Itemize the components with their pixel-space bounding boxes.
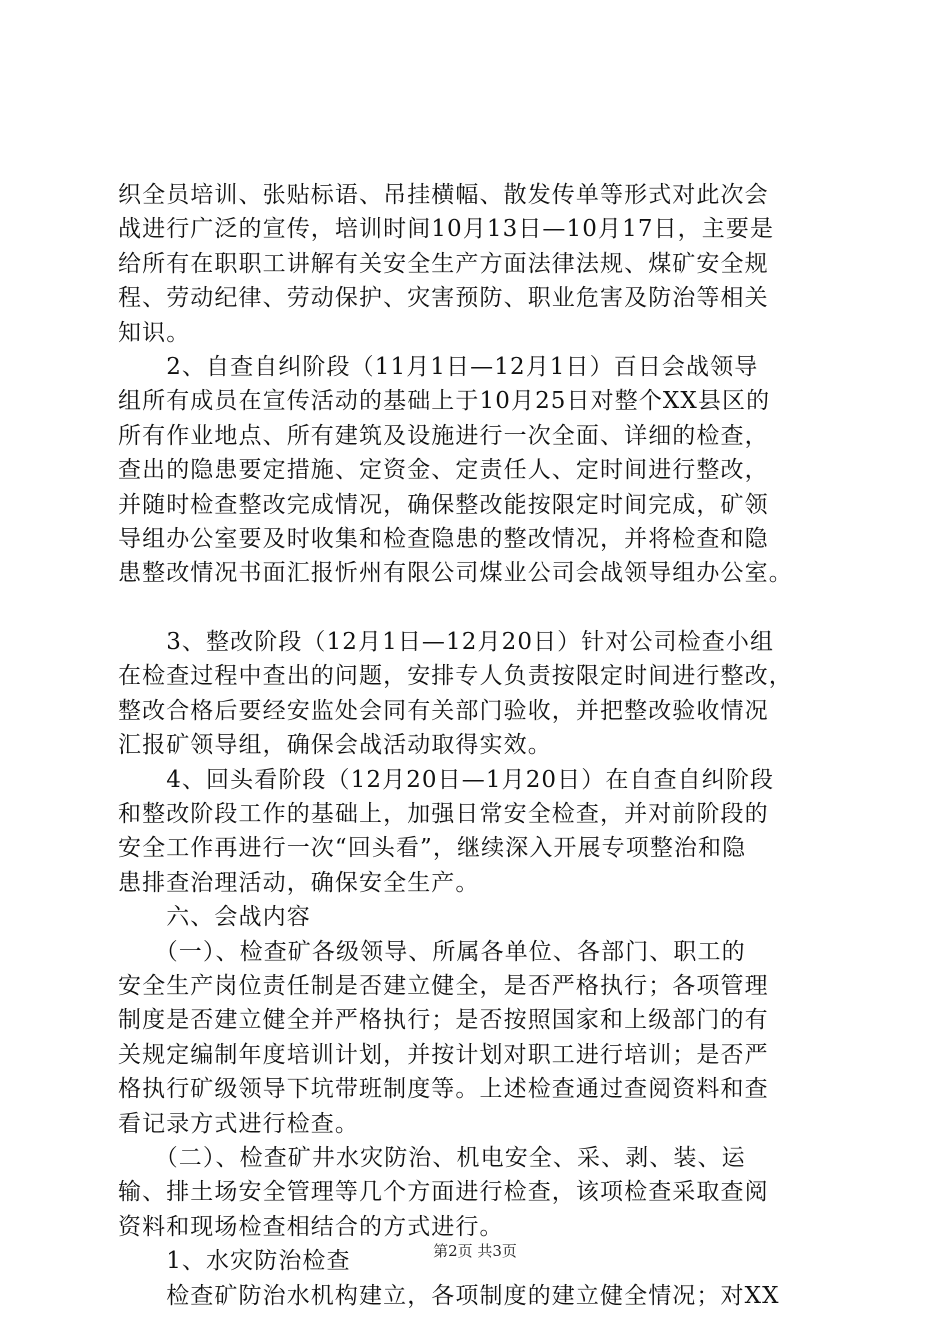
- text-line: 给所有在职职工讲解有关安全生产方面法律法规、煤矿安全规: [118, 250, 769, 277]
- text-line: 安全生产岗位责任制是否建立健全，是否严格执行；各项管理: [118, 972, 769, 999]
- text-line: 汇报矿领导组，确保会战活动取得实效。: [118, 732, 552, 759]
- page-footer: 第2页 共3页: [433, 1242, 517, 1260]
- text-line: 战进行广泛的宣传，培训时间10月13日—10月17日，主要是: [118, 216, 775, 243]
- text-line: 制度是否建立健全并严格执行；是否按照国家和上级部门的有: [118, 1007, 769, 1034]
- text-line: 患排查治理活动，确保安全生产。: [118, 869, 480, 896]
- text-line: 和整改阶段工作的基础上，加强日常安全检查，并对前阶段的: [118, 801, 769, 828]
- text-line: 3、整改阶段（12月1日—12月20日）针对公司检查小组: [118, 629, 775, 656]
- text-line: 4、回头看阶段（12月20日—1月20日）在自查自纠阶段: [118, 766, 775, 793]
- text-line: 格执行矿级领导下坑带班制度等。上述检查通过查阅资料和查: [118, 1076, 769, 1103]
- text-line: 2、自查自纠阶段（11月1日—12月1日）百日会战领导: [118, 353, 759, 380]
- text-line: 织全员培训、张贴标语、吊挂横幅、散发传单等形式对此次会: [118, 182, 769, 208]
- text-line: 组所有成员在宣传活动的基础上于10月25日对整个XX县区的: [118, 388, 771, 415]
- subsection-heading: 1、水灾防治检查: [118, 1248, 351, 1275]
- text-line: 看记录方式进行检查。: [118, 1110, 359, 1137]
- text-line: 导组办公室要及时收集和检查隐患的整改情况，并将检查和隐: [118, 525, 769, 552]
- text-line: 输、排土场安全管理等几个方面进行检查，该项检查采取查阅: [118, 1179, 769, 1206]
- section-heading: 六、会战内容: [118, 904, 311, 931]
- text-line: 查出的隐患要定措施、定资金、定责任人、定时间进行整改，: [118, 457, 769, 484]
- text-line: 所有作业地点、所有建筑及设施进行一次全面、详细的检查，: [118, 422, 769, 449]
- text-line: 知识。: [118, 319, 191, 346]
- text-line: （二）、检查矿井水灾防治、机电安全、采、剥、装、运: [118, 1144, 746, 1171]
- text-line: 安全工作再进行一次“回头看”，继续深入开展专项整治和隐: [118, 835, 747, 862]
- text-line: 在检查过程中查出的问题，安排专人负责按限定时间进行整改，: [118, 663, 793, 690]
- text-line: 资料和现场检查相结合的方式进行。: [118, 1213, 504, 1240]
- paragraph-gap: [118, 591, 838, 625]
- text-line: （一）、检查矿各级领导、所属各单位、各部门、职工的: [118, 938, 746, 965]
- text-line: 整改合格后要经安监处会同有关部门验收，并把整改验收情况: [118, 697, 769, 724]
- text-line: 患整改情况书面汇报忻州有限公司煤业公司会战领导组办公室。: [118, 560, 793, 587]
- text-line: 关规定编制年度培训计划，并按计划对职工进行培训；是否严: [118, 1041, 769, 1068]
- text-line: 并随时检查整改完成情况，确保整改能按限定时间完成，矿领: [118, 491, 769, 518]
- text-line: 检查矿防治水机构建立，各项制度的建立健全情况；对XX: [118, 1282, 780, 1309]
- text-line: 程、劳动纪律、劳动保护、灾害预防、职业危害及防治等相关: [118, 285, 769, 312]
- document-body: [118, 178, 838, 1313]
